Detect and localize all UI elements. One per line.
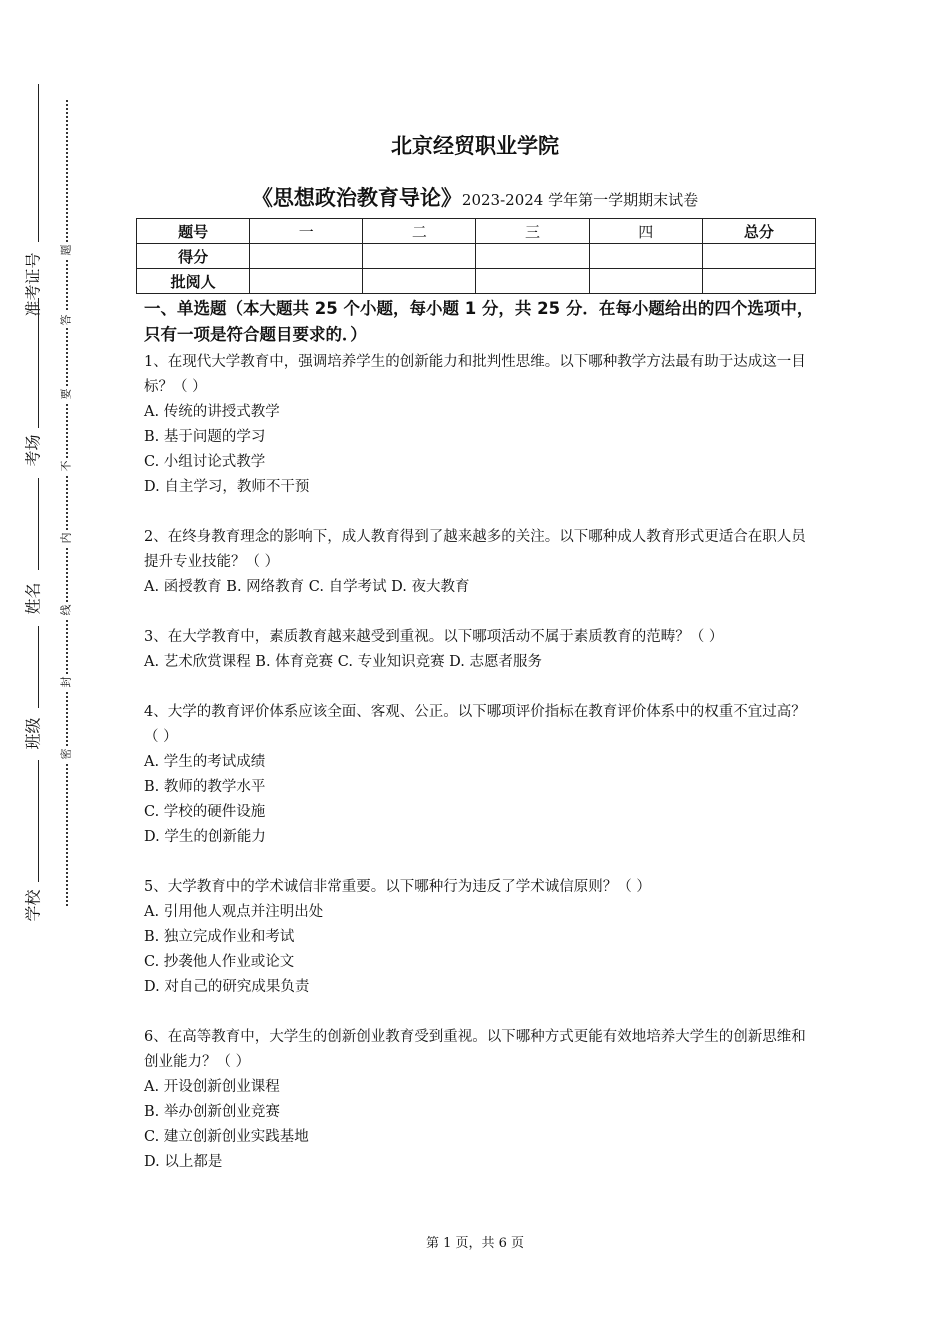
question-option: B. 独立完成作业和考试 bbox=[144, 929, 295, 945]
school-name-title: 北京经贸职业学院 bbox=[391, 134, 559, 158]
question-4 bbox=[144, 700, 814, 850]
seal-char: 题 bbox=[58, 242, 74, 258]
question-stem: 3、在大学教育中，素质教育越来越受到重视。以下哪项活动不属于素质教育的范畴？（ ） bbox=[144, 629, 724, 645]
score-cell: 题号 bbox=[137, 219, 250, 244]
page-footer: 第 1 页，共 6 页 bbox=[425, 1236, 525, 1251]
question-stem: 6、在高等教育中，大学生的创新创业教育受到重视。以下哪种方式更能有效地培养大学生的创新思维和创业能力？（ ） bbox=[144, 1029, 806, 1070]
score-cell-empty bbox=[363, 269, 476, 294]
seal-char: 不 bbox=[58, 458, 74, 474]
question-option: A. 开设创新创业课程 bbox=[144, 1079, 280, 1095]
question-stem: 5、大学教育中的学术诚信非常重要。以下哪种行为违反了学术诚信原则？（ ） bbox=[144, 879, 651, 895]
seal-char: 要 bbox=[58, 386, 74, 402]
question-option: A. 学生的考试成绩 bbox=[144, 754, 266, 770]
score-cell-empty bbox=[702, 244, 815, 269]
score-cell: 批阅人 bbox=[137, 269, 250, 294]
question-1 bbox=[144, 350, 814, 500]
side-label-id-number: 准考证号 bbox=[23, 251, 43, 317]
question-stem: 2、在终身教育理念的影响下，成人教育得到了越来越多的关注。以下哪种成人教育形式更适合在职人员提升专业技能？（ ） bbox=[144, 529, 806, 570]
score-cell: 二 bbox=[363, 219, 476, 244]
seal-char: 封 bbox=[58, 674, 74, 690]
score-table-row-reviewer bbox=[137, 269, 816, 294]
seal-char: 答 bbox=[58, 312, 74, 328]
score-cell: 总分 bbox=[702, 219, 815, 244]
question-option: C. 学校的硬件设施 bbox=[144, 804, 266, 820]
question-option: B. 教师的教学水平 bbox=[144, 779, 266, 795]
score-cell-empty bbox=[250, 269, 363, 294]
question-option: A. 引用他人观点并注明出处 bbox=[144, 904, 324, 920]
score-cell: 四 bbox=[589, 219, 702, 244]
term-label: 2023-2024 学年第一学期期末试卷 bbox=[461, 191, 699, 209]
score-table-row-score bbox=[137, 244, 816, 269]
question-3 bbox=[144, 625, 814, 675]
score-cell-empty bbox=[476, 269, 589, 294]
side-line bbox=[38, 478, 39, 570]
question-6 bbox=[144, 1025, 814, 1175]
score-table bbox=[136, 218, 816, 294]
question-option: D. 学生的创新能力 bbox=[144, 829, 266, 845]
seal-dotted-line bbox=[66, 100, 68, 906]
question-options-line: A. 函授教育 B. 网络教育 C. 自学考试 D. 夜大教育 bbox=[144, 579, 470, 595]
question-option: A. 传统的讲授式教学 bbox=[144, 404, 280, 420]
exam-subtitle bbox=[0, 182, 950, 212]
seal-char: 内 bbox=[58, 530, 74, 546]
seal-char: 密 bbox=[58, 746, 74, 762]
score-cell-empty bbox=[589, 244, 702, 269]
question-2 bbox=[144, 525, 814, 600]
question-option: B. 基于问题的学习 bbox=[144, 429, 266, 445]
side-line bbox=[38, 760, 39, 882]
questions-content bbox=[144, 296, 814, 1200]
side-line bbox=[38, 298, 39, 428]
question-option: C. 建立创新创业实践基地 bbox=[144, 1129, 309, 1145]
score-table-header-row bbox=[137, 219, 816, 244]
side-label-school: 学校 bbox=[23, 888, 43, 922]
score-cell-empty bbox=[476, 244, 589, 269]
question-stem: 1、在现代大学教育中，强调培养学生的创新能力和批判性思维。以下哪种教学方法最有助于达成这一目标？（ ） bbox=[144, 354, 806, 395]
score-cell-empty bbox=[250, 244, 363, 269]
score-cell-empty bbox=[363, 244, 476, 269]
question-option: C. 抄袭他人作业或论文 bbox=[144, 954, 295, 970]
score-cell-empty bbox=[702, 269, 815, 294]
side-line bbox=[38, 84, 39, 242]
side-label-name: 姓名 bbox=[23, 581, 43, 615]
side-label-exam-room: 考场 bbox=[23, 433, 43, 467]
score-cell: 一 bbox=[250, 219, 363, 244]
course-title: 《思想政治教育导论》 bbox=[251, 186, 462, 210]
score-cell: 得分 bbox=[137, 244, 250, 269]
question-option: D. 对自己的研究成果负责 bbox=[144, 979, 310, 995]
seal-char: 线 bbox=[58, 602, 74, 618]
question-stem: 4、大学的教育评价体系应该全面、客观、公正。以下哪项评价指标在教育评价体系中的权重不宜过高？（ ） bbox=[144, 704, 806, 745]
question-5 bbox=[144, 875, 814, 1000]
question-option: D. 以上都是 bbox=[144, 1154, 223, 1170]
question-options-line: A. 艺术欣赏课程 B. 体育竞赛 C. 专业知识竞赛 D. 志愿者服务 bbox=[144, 654, 543, 670]
question-option: B. 举办创新创业竞赛 bbox=[144, 1104, 280, 1120]
question-option: C. 小组讨论式教学 bbox=[144, 454, 266, 470]
score-cell: 三 bbox=[476, 219, 589, 244]
question-option: D. 自主学习，教师不干预 bbox=[144, 479, 310, 495]
side-line bbox=[38, 626, 39, 708]
section-heading: 一、单选题（本大题共 25 个小题，每小题 1 分，共 25 分．在每小题给出的四个选项中，只有一项是符合题目要求的．） bbox=[144, 299, 814, 344]
score-cell-empty bbox=[589, 269, 702, 294]
side-label-class: 班级 bbox=[23, 716, 43, 750]
